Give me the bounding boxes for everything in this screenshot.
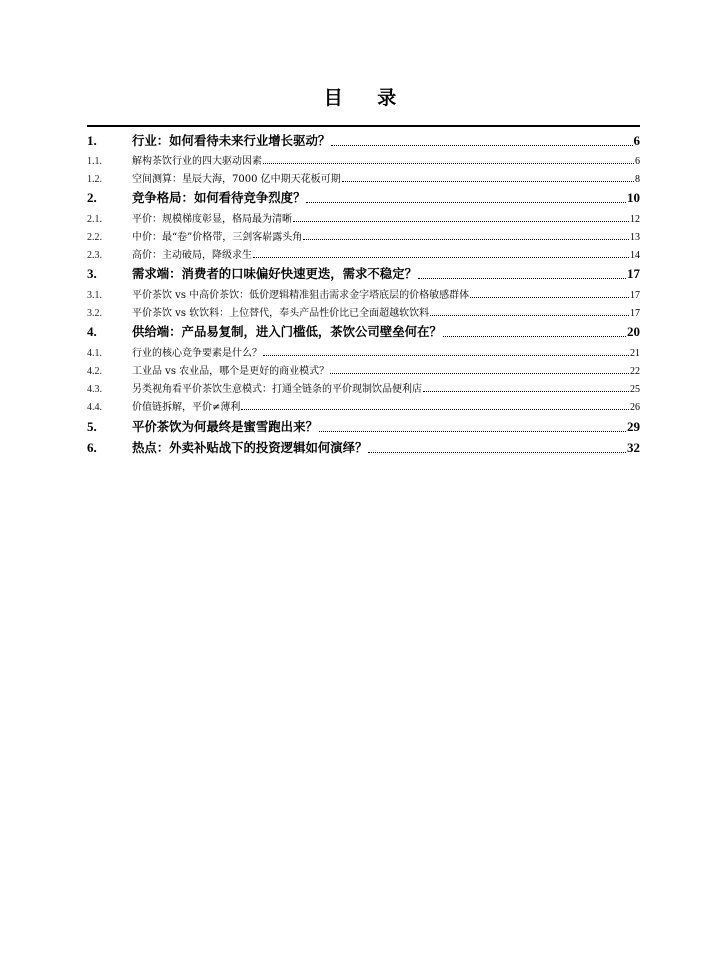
toc-entry-number: 5.: [87, 418, 97, 434]
toc-entry-title: 另类视角看平价茶饮生意模式：打通全链条的平价现制饮品便利店: [132, 383, 422, 395]
toc-page-number: 6: [633, 132, 640, 148]
toc-page-number: 12: [630, 213, 640, 225]
toc-entry-title: 供给端：产品易复制，进入门槛低，茶饮公司壁垒何在？: [132, 324, 442, 340]
toc-dot-leader: [368, 452, 626, 453]
toc-dot-leader: [253, 257, 629, 258]
toc-entry-number: 4.: [87, 324, 97, 340]
toc-page-number: 17: [627, 266, 640, 282]
toc-entry-number: 4.2.: [87, 365, 102, 377]
toc-dot-leader: [443, 336, 626, 337]
toc-page-number: 13: [630, 231, 640, 243]
toc-entry-number: 2.: [87, 190, 97, 206]
toc-entry[interactable]: [87, 149, 640, 167]
toc-entry[interactable]: [87, 243, 640, 261]
toc-dot-leader: [319, 431, 626, 432]
toc-entry-number: 2.2.: [87, 231, 102, 243]
toc-dot-leader: [241, 409, 629, 410]
page-title: 目 录: [323, 87, 411, 109]
toc-entry-title: 空间测算：星辰大海，7000 亿中期天花板可期: [132, 173, 341, 185]
toc-entry-number: 1.: [87, 132, 97, 148]
toc-dot-leader: [263, 163, 634, 164]
toc-page-number: 29: [627, 418, 640, 434]
toc-page-number: 22: [630, 365, 640, 377]
toc-entry[interactable]: [87, 377, 640, 395]
toc-entry-title: 热点：外卖补贴战下的投资逻辑如何演绎？: [132, 440, 368, 456]
toc-entry[interactable]: [87, 301, 640, 319]
toc-entry-number: 1.1.: [87, 155, 102, 167]
toc-page-number: 17: [630, 289, 640, 301]
toc-dot-leader: [331, 145, 632, 146]
toc-page-number: 14: [630, 249, 640, 261]
toc-entry-number: 2.3.: [87, 249, 102, 261]
toc-page-number: 26: [630, 402, 640, 414]
toc-entry-number: 3.2.: [87, 307, 102, 319]
toc-entry[interactable]: [87, 435, 640, 457]
toc-dot-leader: [470, 297, 629, 298]
toc-entry-number: 4.1.: [87, 347, 102, 359]
toc-entry-number: 4.3.: [87, 383, 102, 395]
toc-entry[interactable]: [87, 225, 640, 243]
toc-entry-title: 行业的核心竞争要素是什么？: [132, 347, 262, 359]
toc-entry[interactable]: [87, 359, 640, 377]
toc-dot-leader: [423, 391, 629, 392]
toc-entry-title: 竞争格局：如何看待竞争烈度？: [132, 190, 306, 206]
toc-entry-number: 6.: [87, 440, 97, 456]
toc-dot-leader: [263, 355, 629, 356]
toc-entry[interactable]: [87, 167, 640, 185]
toc-dot-leader: [418, 278, 626, 279]
toc-entry-title: 平价：规模梯度彰显，格局最为清晰: [132, 213, 292, 225]
toc-entry[interactable]: [87, 282, 640, 300]
toc-entry-title: 价值链拆解，平价≠薄利: [132, 402, 241, 414]
toc-entry[interactable]: [87, 413, 640, 435]
toc-entry-title: 平价茶饮 vs 软饮料：上位替代，奉头产品性价比已全面超越软饮料: [132, 307, 430, 319]
toc-entry-number: 3.: [87, 266, 97, 282]
toc-page-number: 17: [630, 307, 640, 319]
toc-entry-number: 2.1.: [87, 213, 102, 225]
toc-entry-number: 4.4.: [87, 402, 102, 414]
toc-entry-title: 平价茶饮 vs 中高价茶饮：低价逻辑精准狙击需求金字塔底层的价格敏感群体: [132, 289, 470, 301]
toc-entry[interactable]: [87, 340, 640, 358]
toc-entry-title: 需求端：消费者的口味偏好快速更迭，需求不稳定？: [132, 266, 417, 282]
toc-entry[interactable]: [87, 319, 640, 341]
toc-entry-title: 工业品 vs 农业品，哪个是更好的商业模式？: [132, 365, 330, 377]
toc-entry[interactable]: [87, 185, 640, 207]
toc-page-number: 25: [630, 383, 640, 395]
toc-entry[interactable]: [87, 395, 640, 413]
toc-dot-leader: [330, 373, 629, 374]
toc-page-number: 10: [627, 190, 640, 206]
toc-dot-leader: [306, 202, 626, 203]
toc-page-number: 21: [630, 347, 640, 359]
toc-entry-title: 中价：最“卷”价格带，三剑客崭露头角: [132, 231, 303, 243]
toc-dot-leader: [342, 181, 634, 182]
toc-page-number: 6: [635, 155, 640, 167]
toc-entry[interactable]: [87, 261, 640, 283]
toc-entry-title: 解构茶饮行业的四大驱动因素: [132, 155, 262, 167]
toc-dot-leader: [303, 239, 629, 240]
toc-page-number: 32: [627, 440, 640, 456]
toc-entry-title: 平价茶饮为何最终是蜜雪跑出来？: [132, 418, 318, 434]
table-of-contents: [87, 125, 640, 456]
toc-dot-leader: [430, 315, 629, 316]
toc-entry-number: 3.1.: [87, 289, 102, 301]
toc-entry-title: 行业：如何看待未来行业增长驱动？: [132, 132, 331, 148]
toc-entry[interactable]: [87, 206, 640, 224]
toc-entry[interactable]: [87, 125, 640, 149]
toc-page-number: 20: [627, 324, 640, 340]
toc-page-number: 8: [635, 173, 640, 185]
toc-dot-leader: [293, 221, 629, 222]
toc-entry-title: 高价：主动破局，降级求生: [132, 249, 252, 261]
toc-entry-number: 1.2.: [87, 173, 102, 185]
